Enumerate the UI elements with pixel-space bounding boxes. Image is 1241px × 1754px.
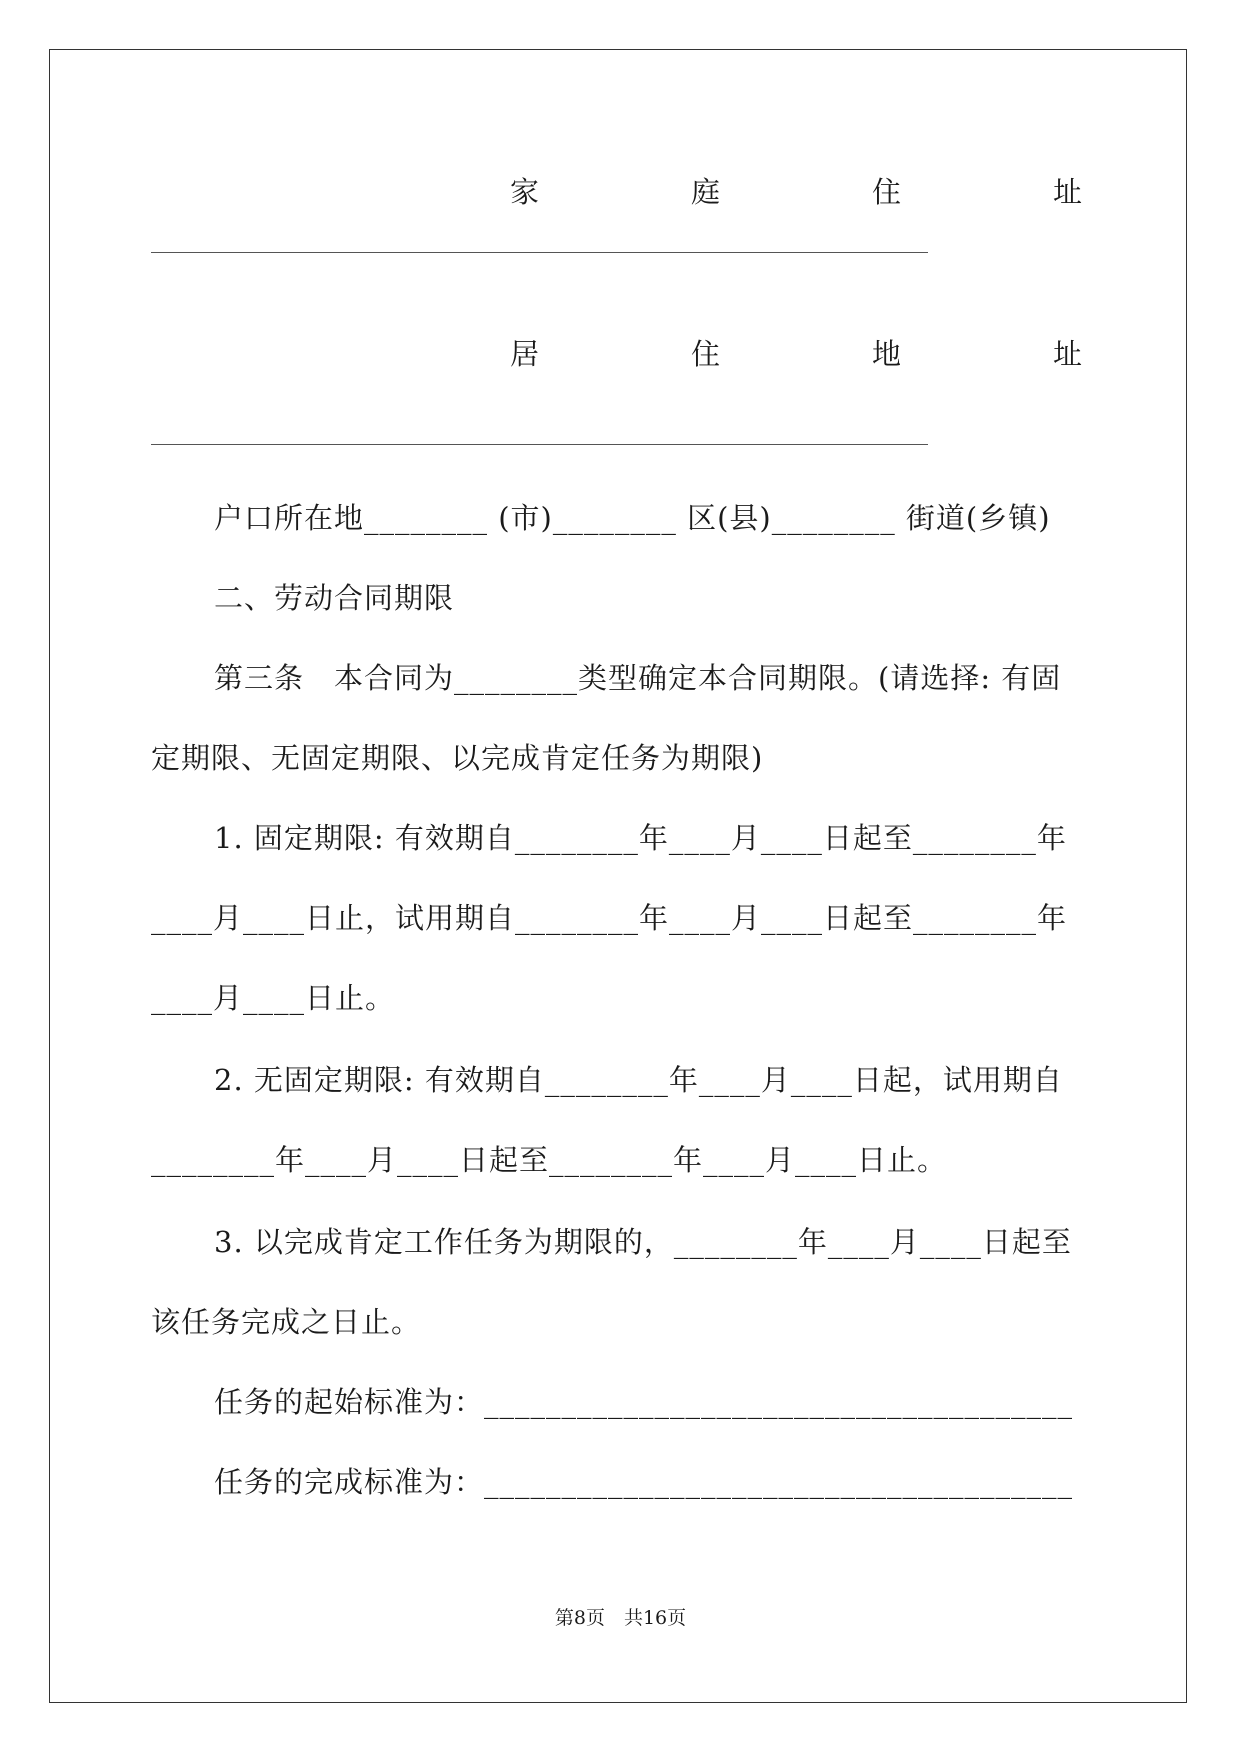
fixed-term-line-1: 1. 固定期限: 有效期自________年____月____日起至________年 xyxy=(214,821,1067,855)
page-number: 第8页 共16页 xyxy=(554,1607,687,1629)
open-term-line-2: ________年____月____日起至________年____月____日止。 xyxy=(151,1143,948,1177)
task-end-standard: 任务的完成标准为：______________________________________ xyxy=(214,1465,1074,1499)
page-border xyxy=(49,49,1187,1703)
heading-char: 住 xyxy=(871,175,901,209)
heading-char: 址 xyxy=(1052,175,1082,209)
fixed-term-line-2: ____月____日止，试用期自________年____月____日起至________年 xyxy=(151,901,1068,935)
heading-char: 地 xyxy=(871,337,901,371)
task-start-standard: 任务的起始标准为：______________________________________ xyxy=(214,1385,1074,1419)
residence-address-heading xyxy=(510,334,1082,374)
residence-address-blank[interactable] xyxy=(151,444,928,445)
home-address-heading xyxy=(510,172,1082,212)
heading-char: 居 xyxy=(510,337,540,371)
article-3-line-1: 第三条 本合同为________类型确定本合同期限。(请选择: 有固 xyxy=(214,661,1062,695)
heading-char: 住 xyxy=(690,337,720,371)
hukou-line: 户口所在地________ (市)________ 区(县)________ 街道(乡镇) xyxy=(214,501,1051,535)
task-term-line-1: 3. 以完成肯定工作任务为期限的，________年____月____日起至 xyxy=(214,1225,1072,1259)
home-address-blank[interactable] xyxy=(151,252,928,253)
heading-char: 址 xyxy=(1052,337,1082,371)
heading-char: 家 xyxy=(510,175,540,209)
heading-char: 庭 xyxy=(690,175,720,209)
fixed-term-line-3: ____月____日止。 xyxy=(151,981,396,1015)
section-heading: 二、劳动合同期限 xyxy=(214,581,455,615)
article-3-line-2: 定期限、无固定期限、以完成肯定任务为期限) xyxy=(151,741,764,775)
task-term-line-2: 该任务完成之日止。 xyxy=(151,1305,422,1339)
open-term-line-1: 2. 无固定期限: 有效期自________年____月____日起，试用期自 xyxy=(214,1063,1063,1097)
